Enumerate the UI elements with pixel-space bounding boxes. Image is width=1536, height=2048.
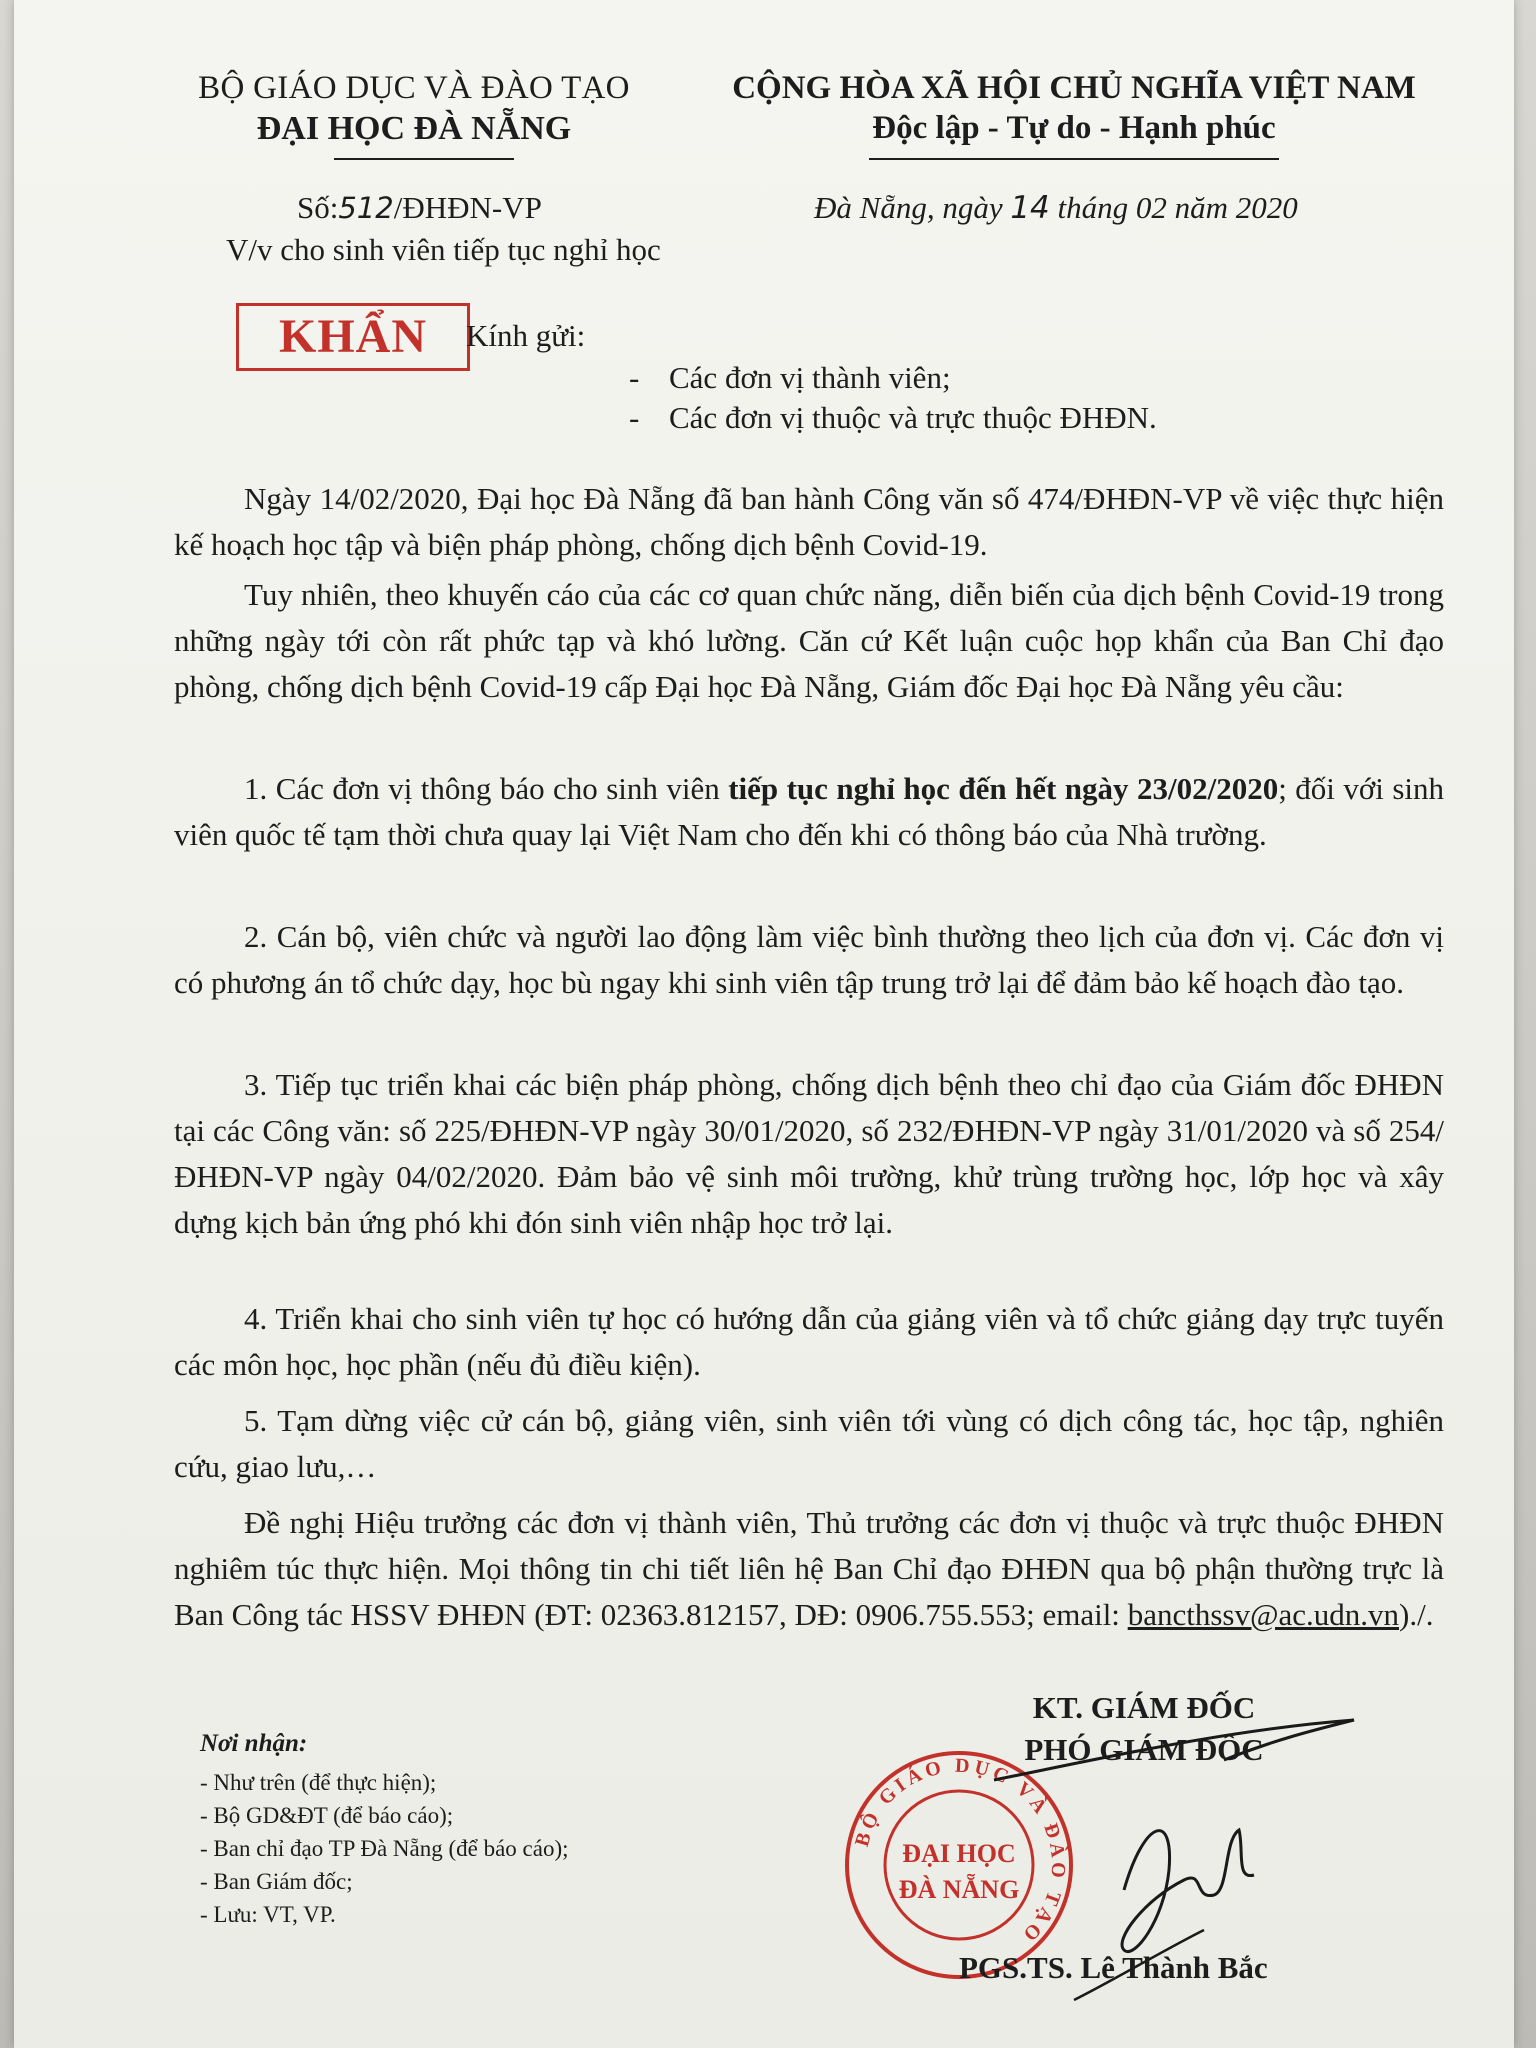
distribution-title: Nơi nhận:: [200, 1730, 308, 1757]
recipient-item: [629, 360, 951, 396]
item1-text: 1. Các đơn vị thông báo cho sinh viên: [244, 771, 729, 806]
urgent-stamp: KHẨN: [236, 303, 470, 371]
distribution-item: - Bộ GD&ĐT (để báo cáo);: [200, 1803, 454, 1828]
date-suffix: tháng 02 năm 2020: [1049, 190, 1298, 225]
distribution-list: [200, 1766, 569, 1931]
directive-item-5: 5. Tạm dừng việc cử cán bộ, giảng viên, sinh viên tới vùng có dịch công tác, học tập, nghiên cứu, giao lưu,…: [174, 1403, 1444, 1484]
distribution-item: - Ban Giám đốc;: [200, 1869, 353, 1894]
recipient-text: Các đơn vị thuộc và trực thuộc ĐHĐN.: [669, 400, 1157, 435]
directive-item-2: 2. Cán bộ, viên chức và người lao động làm việc bình thường theo lịch của đơn vị. Các đơn vị có phương án tổ chức dạy, học bù ngay khi sinh viên tập trung trở lại để đảm bảo kế hoạch đào tạo.: [174, 919, 1444, 1000]
document-subject: V/v cho sinh viên tiếp tục nghỉ học: [226, 232, 661, 267]
number-label: Số:: [297, 190, 339, 225]
document-date: [814, 190, 1298, 226]
directive-item-4: 4. Triển khai cho sinh viên tự học có hướng dẫn của giảng viên và tổ chức giảng dạy trực tuyến các môn học, học phần (nếu đủ điều kiện).: [174, 1301, 1444, 1382]
item1-continuation: ; đối với sinh viên quốc tế tạm thời chưa quay lại Việt Nam cho đến khi có thông báo của Nhà trường.: [174, 771, 1444, 852]
ministry-name: BỘ GIÁO DỤC VÀ ĐÀO TẠO: [198, 70, 630, 106]
distribution-item: - Như trên (để thực hiện);: [200, 1770, 437, 1795]
closing-end: )./.: [1399, 1597, 1434, 1632]
signatory-name: PGS.TS. Lê Thành Bắc: [959, 1950, 1268, 1985]
closing-text: Đề nghị Hiệu trưởng các đơn vị thành viên, Thủ trưởng các đơn vị thuộc và trực thuộc ĐHĐN nghiêm túc thực hiện. Mọi thông tin chi tiết liên hệ Ban Chỉ đạo ĐHĐN qua bộ phận thường trực là Ban Công tác HSSV ĐHĐN (ĐT: 02363.812157, DĐ: 0906.755.553; email:: [174, 1505, 1444, 1632]
signature-title-2: PHÓ GIÁM ĐỐC: [1024, 1732, 1264, 1767]
national-motto: Độc lập - Tự do - Hạnh phúc: [872, 110, 1276, 146]
university-name: ĐẠI HỌC ĐÀ NẴNG: [256, 110, 572, 147]
distribution-item: - Ban chỉ đạo TP Đà Nẵng (để báo cáo);: [200, 1836, 569, 1861]
number-suffix: /ĐHĐN-VP: [393, 190, 542, 225]
paragraph-intro: Ngày 14/02/2020, Đại học Đà Nẵng đã ban hành Công văn số 474/ĐHĐN-VP về việc thực hiện kế hoạch học tập và biện pháp phòng, chống dịch bệnh Covid-19.: [174, 481, 1444, 562]
document-page: [14, 0, 1514, 2048]
directive-item-3: 3. Tiếp tục triển khai các biện pháp phòng, chống dịch bệnh theo chỉ đạo của Giám đốc ĐHĐN tại các Công văn: số 225/ĐHĐN-VP ngày 30/01/2020, số 232/ĐHĐN-VP ngày 31/01/2020 và số 254/ĐHĐN-VP ngày 04/02/2020. Đảm bảo vệ sinh môi trường, khử trùng trường học, lớp học và xây dựng kịch bản ứng phó khi đón sinh viên nhập học trở lại.: [174, 1067, 1444, 1240]
contact-email-link[interactable]: bancthssv@ac.udn.vn: [1127, 1597, 1400, 1632]
seal-ring-text: BỘ GIÁO DỤC VÀ ĐÀO TẠO: [850, 1754, 1070, 1948]
seal-center-line-2: ĐÀ NẴNG: [898, 1875, 1020, 1904]
signature-title-1: KT. GIÁM ĐỐC: [1032, 1690, 1256, 1725]
seal-center-line-1: ĐẠI HỌC: [902, 1839, 1016, 1868]
header-right-rule: [869, 158, 1279, 160]
directive-item-1: [174, 766, 1444, 858]
distribution-item: - Lưu: VT, VP.: [200, 1902, 336, 1927]
salutation-label: Kính gửi:: [466, 318, 586, 353]
recipient-item: [629, 400, 1157, 436]
recipient-dash: -: [629, 360, 640, 395]
paragraph-context: Tuy nhiên, theo khuyến cáo của các cơ quan chức năng, diễn biến của dịch bệnh Covid-19 trong những ngày tới còn rất phức tạp và khó lường. Căn cứ Kết luận cuộc họp khẩn của Ban Chỉ đạo phòng, chống dịch bệnh Covid-19 cấp Đại học Đà Nẵng, Giám đốc Đại học Đà Nẵng yêu cầu:: [174, 577, 1444, 704]
closing-paragraph: [174, 1500, 1444, 1638]
republic-name: CỘNG HÒA XÃ HỘI CHỦ NGHĨA VIỆT NAM: [732, 70, 1416, 106]
recipient-text: Các đơn vị thành viên;: [669, 360, 951, 395]
number-handwritten: 512: [338, 191, 394, 225]
date-day: 14: [1010, 190, 1050, 226]
document-number: [297, 190, 542, 226]
item1-emphasis: tiếp tục nghỉ học đến hết ngày 23/02/2020: [728, 771, 1279, 806]
recipient-dash: -: [629, 400, 640, 435]
date-prefix: Đà Nẵng, ngày: [814, 190, 1011, 225]
header-left-rule: [334, 158, 514, 160]
